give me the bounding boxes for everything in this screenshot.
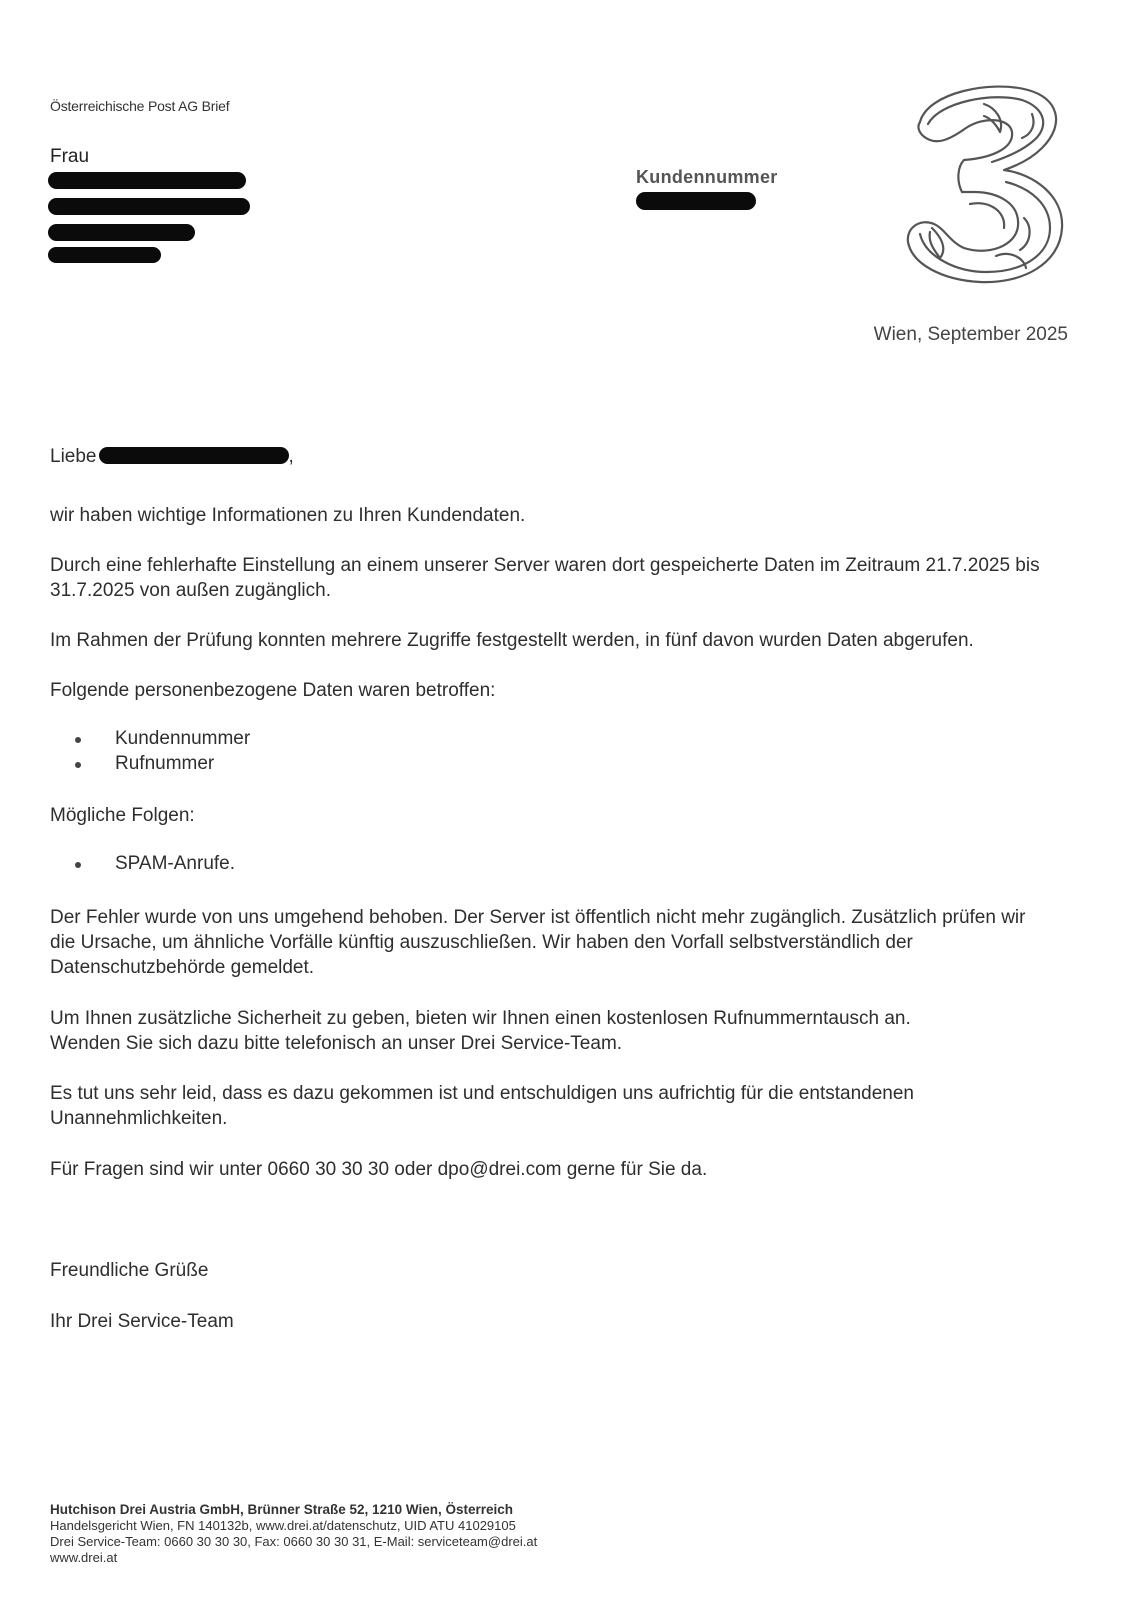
- footer-contact-line: Drei Service-Team: 0660 30 30 30, Fax: 0660 30 30 31, E-Mail: serviceteam@drei.at: [50, 1534, 538, 1549]
- list-item-label: Rufnummer: [115, 753, 215, 774]
- footer-company-line: Hutchison Drei Austria GmbH, Brünner Straße 52, 1210 Wien, Österreich: [50, 1502, 514, 1517]
- greeting-word: Liebe: [50, 446, 97, 467]
- list-item-label: Kundennummer: [115, 728, 251, 749]
- list-item: [75, 728, 250, 750]
- redacted-greeting-name: [99, 447, 289, 464]
- list-item: [75, 853, 235, 875]
- paragraph-affected-heading: Folgende personenbezogene Daten waren betroffen:: [50, 680, 496, 701]
- customer-number-label: Kundennummer: [636, 167, 778, 187]
- greeting-punct: ,: [288, 446, 294, 467]
- paragraph-apology: Es tut uns sehr leid, dass es dazu gekommen ist und entschuldigen uns aufrichtig für die entstandenen Unannehmlichkeiten.: [50, 1083, 914, 1129]
- list-item-label: SPAM-Anrufe.: [115, 853, 236, 874]
- list-item: [75, 753, 214, 775]
- bullet-icon: [75, 862, 81, 868]
- redacted-recipient-addition: [48, 224, 195, 241]
- paragraph-fixed: Der Fehler wurde von uns umgehend behoben. Der Server ist öffentlich nicht mehr zugänglich. Zusätzlich prüfen wir die Ursache, um ähnliche Vorfälle künftig auszuschließen. Wir haben den Vorfall selbstverständlich der Datenschutzbehörde gemeldet.: [50, 907, 1026, 978]
- recipient-salutation: Frau: [50, 146, 90, 167]
- letter-date: Wien, September 2025: [873, 324, 1068, 345]
- bullet-icon: [75, 737, 81, 743]
- footer-web-line: www.drei.at: [50, 1550, 118, 1565]
- consequences-heading: Mögliche Folgen:: [50, 805, 195, 826]
- paragraph-review: Im Rahmen der Prüfung konnten mehrere Zugriffe festgestellt werden, in fünf davon wurden Daten abgerufen.: [50, 630, 974, 651]
- paragraph-contact: Für Fragen sind wir unter 0660 30 30 30 oder dpo@drei.com gerne für Sie da.: [50, 1159, 708, 1180]
- redacted-recipient-street: [48, 198, 250, 215]
- footer-registry-line: Handelsgericht Wien, FN 140132b, www.drei.at/datenschutz, UID ATU 41029105: [50, 1518, 516, 1533]
- signature: Ihr Drei Service-Team: [50, 1311, 234, 1332]
- sign-off: Freundliche Grüße: [50, 1260, 209, 1281]
- paragraph-intro: wir haben wichtige Informationen zu Ihren Kundendaten.: [50, 505, 526, 526]
- redacted-recipient-name: [48, 172, 246, 189]
- drei-3-logo-icon: [900, 78, 1072, 288]
- bullet-icon: [75, 762, 81, 768]
- postal-line: Österreichische Post AG Brief: [50, 98, 230, 114]
- redacted-recipient-city: [48, 247, 161, 263]
- company-footer: [50, 1502, 537, 1566]
- redacted-customer-number: [636, 192, 756, 210]
- greeting-line: [50, 444, 1090, 469]
- paragraph-incident: Durch eine fehlerhafte Einstellung an einem unserer Server waren dort gespeicherte Daten im Zeitraum 21.7.2025 bis 31.7.2025 von außen zugänglich.: [50, 555, 1040, 601]
- paragraph-number-swap: Um Ihnen zusätzliche Sicherheit zu geben, bieten wir Ihnen einen kostenlosen Rufnummerntausch an. Wenden Sie sich dazu bitte telefonisch an unser Drei Service-Team.: [50, 1008, 911, 1054]
